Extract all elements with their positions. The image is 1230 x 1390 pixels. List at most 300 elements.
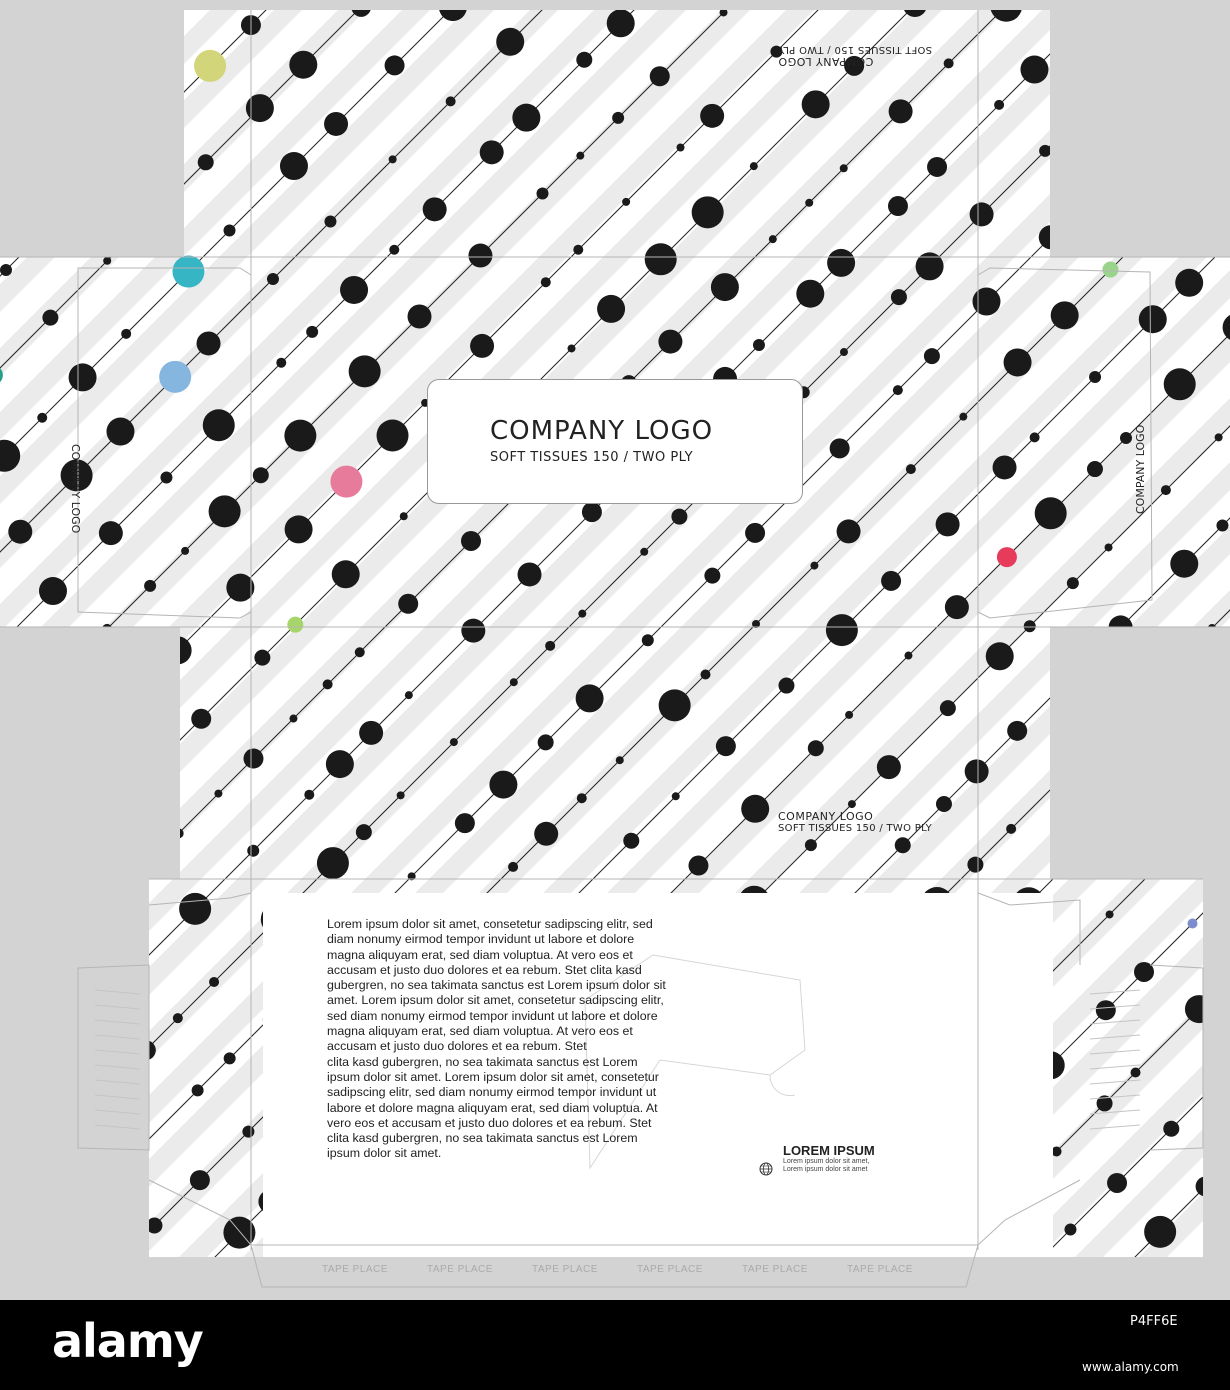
pattern-dot <box>146 102 174 130</box>
pattern-dot <box>121 329 131 339</box>
pattern-dot <box>986 642 1014 670</box>
diagonal-stripe <box>0 0 120 1300</box>
pattern-dot <box>39 577 67 605</box>
pattern-dot <box>645 243 677 275</box>
flap-tick <box>95 1095 140 1099</box>
pattern-dot <box>480 140 504 164</box>
pattern-dot <box>959 413 967 421</box>
pattern-dot <box>400 512 408 520</box>
flap-tick <box>95 1050 140 1054</box>
back-paragraph-2: clita kasd gubergren, no sea takimata sanctus est Lorem ipsum dolor sit amet. Lorem ipsum dolor sit amet, consetetur sadipscing elitr, sed diam nonumy eirmod tempor invidunt ut labore et dolore magna aliquyam erat, sed diam voluptua. At vero eos et accusam et justo duo dolores et ea rebum. Stet clita kasd gubergren, no sea takimata sanctus est Lorem ipsum dolor sit amet. <box>327 1054 659 1161</box>
pattern-dot <box>940 700 956 716</box>
pattern-dot <box>753 339 765 351</box>
pattern-dot <box>745 523 765 543</box>
pattern-dot <box>332 560 360 588</box>
pattern-dot <box>623 833 639 849</box>
pattern-dot <box>945 595 969 619</box>
pattern-dot <box>397 791 405 799</box>
pattern-dot <box>924 348 940 364</box>
pattern-dot <box>405 691 413 699</box>
pattern-dot <box>1005 1263 1037 1295</box>
back-paragraph-1: Lorem ipsum dolor sit amet, consetetur sadipscing elitr, sed diam nonumy eirmod tempor invidunt ut labore et dolore magna aliquyam erat, sed diam voluptua. At vero eos et accusam et justo duo dolores et ea rebum. Stet clita kasd gubergren, no sea takimata sanctus est Lorem ipsum dolor sit amet. Lorem ipsum dolor sit amet, consetetur sadipscing elitr, sed diam nonumy eirmod tempor invidunt ut labore et dolore magna aliquyam erat, sed diam voluptua. At vero eos et accusam et justo duo dolores et ea rebum. Stet <box>327 917 666 1054</box>
pattern-dot <box>1052 1146 1062 1156</box>
pattern-dot <box>597 295 625 323</box>
stock-footer <box>0 1300 1230 1390</box>
pattern-dot <box>1185 995 1213 1023</box>
pattern-dot <box>1219 151 1229 161</box>
pattern-dot <box>1219 1073 1227 1081</box>
pattern-dot <box>1166 2 1194 30</box>
pattern-dot <box>688 856 708 876</box>
pattern-dot <box>840 348 848 356</box>
pattern-dot <box>306 326 318 338</box>
pattern-dot <box>159 361 191 393</box>
top-panel-subtitle: SOFT TISSUES 150 / TWO PLY <box>778 44 933 55</box>
logo-window <box>427 379 803 504</box>
pattern-dot <box>160 472 172 484</box>
brand-title: LOREM IPSUM <box>783 1143 875 1158</box>
pattern-dot <box>671 509 687 525</box>
top-panel-label <box>778 44 944 68</box>
flap-tick <box>95 1020 140 1024</box>
pattern-dot <box>845 711 853 719</box>
pattern-dot <box>398 594 418 614</box>
pattern-dot <box>194 50 226 82</box>
pattern-dot <box>893 385 903 395</box>
pattern-dot <box>455 813 475 833</box>
pattern-dot <box>496 28 524 56</box>
pattern-dot <box>450 738 458 746</box>
pattern-dot <box>1096 1000 1116 1020</box>
window-logo: COMPANY LOGO <box>490 416 714 446</box>
window-subtitle: SOFT TISSUES 150 / TWO PLY <box>490 450 694 465</box>
pattern-dot <box>635 1289 643 1297</box>
pattern-dot <box>1164 368 1196 400</box>
pattern-dot <box>1106 910 1114 918</box>
bottom-panel-label <box>778 810 932 834</box>
pattern-dot <box>69 363 97 391</box>
pattern-dot <box>810 562 818 570</box>
pattern-dot <box>323 679 333 689</box>
pattern-dot <box>972 288 1000 316</box>
pattern-dot <box>254 650 270 666</box>
pattern-dot <box>967 857 983 873</box>
pattern-dot <box>17 1239 49 1271</box>
pattern-dot <box>106 418 134 446</box>
pattern-dot <box>700 104 724 128</box>
pattern-dot <box>72 80 104 112</box>
pattern-dot <box>1039 225 1063 249</box>
brand-block <box>783 1143 875 1174</box>
pattern-dot <box>1054 678 1070 694</box>
pattern-dot <box>888 196 908 216</box>
pattern-dot <box>582 502 602 522</box>
pattern-dot <box>209 977 219 987</box>
flap-tick <box>95 1005 140 1009</box>
pattern-dot <box>461 531 481 551</box>
pattern-dot <box>805 839 817 851</box>
pattern-dot <box>1208 624 1216 632</box>
pattern-dot <box>190 1170 210 1190</box>
pattern-dot <box>224 1052 236 1064</box>
pattern-dot <box>701 669 711 679</box>
pattern-dot <box>1074 22 1082 30</box>
pattern-dot <box>355 647 365 657</box>
pattern-dot <box>826 614 858 646</box>
pattern-dot <box>214 790 222 798</box>
pattern-dot <box>510 678 518 686</box>
pattern-dot <box>1144 1216 1176 1248</box>
pattern-dot <box>1131 1067 1141 1077</box>
pattern-dot <box>172 256 204 288</box>
pattern-dot <box>40 956 56 972</box>
pattern-dot <box>0 264 12 276</box>
pattern-dot <box>15 803 25 813</box>
pattern-dot <box>538 734 554 750</box>
pattern-dot <box>1004 348 1032 376</box>
pattern-dot <box>174 828 184 838</box>
pattern-dot <box>508 862 518 872</box>
pattern-dot <box>805 199 813 207</box>
pattern-dot <box>612 112 624 124</box>
pattern-dot <box>89 995 109 1015</box>
pattern-dot <box>446 96 456 106</box>
pattern-dot <box>43 201 75 233</box>
tape-label: TAPE PLACE <box>847 1264 913 1275</box>
tape-label: TAPE PLACE <box>532 1264 598 1275</box>
pattern-dot <box>1158 846 1178 866</box>
pattern-dot <box>720 8 728 16</box>
pattern-dot <box>568 344 576 352</box>
pattern-dot <box>385 55 405 75</box>
pattern-dot <box>537 187 549 199</box>
pattern-dot <box>677 143 685 151</box>
left-side-logo: COMPANY LOGO <box>69 444 82 534</box>
pattern-dot <box>1139 305 1167 333</box>
pattern-dot <box>19 877 43 901</box>
pattern-dot <box>90 1262 118 1290</box>
pattern-dot <box>173 1013 183 1023</box>
bottom-panel-logo: COMPANY LOGO <box>778 810 874 823</box>
pattern-dot <box>545 641 555 651</box>
pattern-dot <box>27 1049 55 1077</box>
pattern-dot <box>642 634 654 646</box>
flap-tick <box>95 1080 140 1084</box>
pattern-dot <box>285 515 313 543</box>
top-panel-logo: COMPANY LOGO <box>778 55 874 68</box>
pattern-dot <box>1221 223 1230 251</box>
pattern-dot <box>242 1126 254 1138</box>
pattern-dot <box>4 630 14 640</box>
pattern-dot <box>534 822 558 846</box>
pattern-dot <box>79 0 103 13</box>
pattern-dot <box>1024 620 1036 632</box>
pattern-dot <box>1099 731 1109 741</box>
flap-tick <box>95 1035 140 1039</box>
pattern-dot <box>1163 1121 1179 1137</box>
pattern-dot <box>356 824 372 840</box>
pattern-dot <box>5 997 15 1007</box>
pattern-dot <box>993 455 1017 479</box>
pattern-dot <box>944 58 954 68</box>
pattern-dot <box>324 112 348 136</box>
pattern-dot <box>741 795 769 823</box>
pattern-dot <box>769 235 777 243</box>
pattern-dot <box>1020 56 1048 84</box>
pattern-dot <box>191 709 211 729</box>
pattern-dot <box>92 1188 100 1196</box>
pattern-dot <box>461 619 485 643</box>
pattern-dot <box>1131 57 1139 65</box>
pattern-dot <box>324 216 336 228</box>
pattern-dot <box>1183 729 1203 749</box>
pattern-dot <box>144 580 156 592</box>
pattern-dot <box>997 547 1017 567</box>
pattern-dot <box>891 289 907 305</box>
pattern-dot <box>1202 70 1218 86</box>
pattern-dot <box>146 764 156 774</box>
pattern-dot <box>1132 792 1140 800</box>
pattern-dot <box>936 796 952 812</box>
pattern-dot <box>1211 881 1230 905</box>
pattern-dot <box>1161 485 1171 495</box>
pattern-dot <box>965 759 989 783</box>
diagonal-stripe <box>0 0 56 1300</box>
pattern-dot <box>1064 1224 1076 1236</box>
pattern-dot <box>1062 754 1086 778</box>
pattern-dot <box>827 249 855 277</box>
pattern-dot <box>1171 201 1179 209</box>
pattern-dot <box>28 124 60 156</box>
pattern-dot <box>349 355 381 387</box>
pattern-dot <box>622 198 630 206</box>
pattern-dot <box>512 104 540 132</box>
pattern-dot <box>246 94 274 122</box>
pattern-dot <box>802 90 830 118</box>
pattern-dot <box>377 419 409 451</box>
pattern-dot <box>1170 550 1198 578</box>
pattern-dot <box>267 273 279 285</box>
pattern-dot <box>287 617 303 633</box>
brand-line-2: Lorem ipsum dolor sit amet <box>783 1166 868 1173</box>
pattern-dot <box>881 571 901 591</box>
pattern-dot <box>102 624 112 634</box>
pattern-dot <box>796 280 824 308</box>
tape-label: TAPE PLACE <box>427 1264 493 1275</box>
flap-tick <box>95 1065 140 1069</box>
flap-tick <box>95 990 140 994</box>
pattern-dot <box>129 863 149 883</box>
pattern-dot <box>1105 543 1113 551</box>
pattern-dot <box>37 413 47 423</box>
pattern-dot <box>1189 1287 1197 1295</box>
back-panel-text <box>327 917 667 1162</box>
pattern-dot <box>840 164 848 172</box>
pattern-dot <box>86 714 114 742</box>
pattern-dot <box>468 244 492 268</box>
pattern-dot <box>1035 497 1067 529</box>
stock-url[interactable]: www.alamy.com <box>1082 1360 1179 1374</box>
pattern-dot <box>340 276 368 304</box>
pattern-dot <box>24 1148 48 1172</box>
pattern-dot <box>830 438 850 458</box>
pattern-dot <box>1102 262 1118 278</box>
pattern-dot <box>125 1139 149 1163</box>
pattern-dot <box>289 51 317 79</box>
pattern-dot <box>70 914 98 942</box>
pattern-dot <box>8 520 32 544</box>
pattern-dot <box>197 331 221 355</box>
pattern-dot <box>280 152 308 180</box>
pattern-dot <box>994 100 1004 110</box>
pattern-dot <box>895 837 911 853</box>
pattern-dot <box>577 793 587 803</box>
pattern-dot <box>1067 577 1079 589</box>
pattern-dot <box>1215 433 1223 441</box>
pattern-dot <box>408 304 432 328</box>
pattern-dot <box>658 330 682 354</box>
tape-label: TAPE PLACE <box>322 1264 388 1275</box>
pattern-dot <box>750 162 758 170</box>
pattern-dot <box>125 691 137 703</box>
pattern-dot <box>155 5 179 29</box>
pattern-dot <box>103 257 111 265</box>
pattern-dot <box>389 245 399 255</box>
pattern-dot <box>489 771 517 799</box>
bottom-panel-subtitle: SOFT TISSUES 150 / TWO PLY <box>778 823 933 834</box>
pattern-dot <box>576 152 584 160</box>
pattern-dot <box>164 636 192 664</box>
pattern-dot <box>42 310 58 326</box>
pattern-dot <box>1089 371 1101 383</box>
globe-icon <box>759 1162 773 1176</box>
pattern-dot <box>837 519 861 543</box>
pattern-dot <box>470 334 494 358</box>
tape-label: TAPE PLACE <box>637 1264 703 1275</box>
pattern-dot <box>253 467 269 483</box>
pattern-dot <box>423 197 447 221</box>
stock-logo: alamy <box>52 1314 203 1368</box>
pattern-dot <box>1219 789 1230 805</box>
pattern-dot <box>1196 1176 1216 1196</box>
pattern-dot <box>326 750 354 778</box>
pattern-dot <box>91 177 99 185</box>
pattern-dot <box>704 568 720 584</box>
pattern-dot <box>906 464 916 474</box>
pattern-dot <box>203 409 235 441</box>
pattern-dot <box>224 224 236 236</box>
pattern-dot <box>1086 186 1102 202</box>
pattern-dot <box>828 1268 848 1288</box>
pattern-dot <box>1039 145 1051 157</box>
pattern-dot <box>970 202 994 226</box>
pattern-dot <box>808 740 824 756</box>
pattern-dot <box>711 273 739 301</box>
pattern-dot <box>284 420 316 452</box>
pattern-dot <box>1160 112 1176 128</box>
pattern-dot <box>276 358 286 368</box>
pattern-dot <box>91 821 99 829</box>
pattern-dot <box>716 736 736 756</box>
pattern-dot <box>518 562 542 586</box>
pattern-dot <box>48 668 68 688</box>
pattern-dot <box>149 187 181 219</box>
pattern-dot <box>128 48 136 56</box>
pattern-dot <box>659 689 691 721</box>
pattern-dot <box>226 574 254 602</box>
flap-tick <box>95 1125 140 1129</box>
pattern-dot <box>607 9 635 37</box>
pattern-dot <box>1087 461 1103 477</box>
pattern-dot <box>1079 841 1091 853</box>
pattern-dot <box>541 277 551 287</box>
pattern-dot <box>192 1270 202 1280</box>
pattern-dot <box>192 1084 204 1096</box>
pattern-dot <box>317 847 349 879</box>
pattern-dot <box>1006 824 1016 834</box>
pattern-dot <box>778 678 794 694</box>
pattern-dot <box>578 610 586 618</box>
pattern-dot <box>848 800 856 808</box>
diagonal-stripe <box>1224 0 1230 1300</box>
pattern-dot <box>181 547 189 555</box>
pattern-dot <box>243 749 263 769</box>
pattern-dot <box>1007 721 1027 741</box>
pattern-dot <box>247 845 259 857</box>
pattern-dot <box>1187 919 1197 929</box>
pattern-dot <box>389 155 397 163</box>
pattern-dot <box>179 893 211 925</box>
pattern-dot <box>1030 432 1040 442</box>
pattern-dot <box>1175 269 1203 297</box>
pattern-dot <box>1084 100 1096 112</box>
pattern-dot <box>99 521 123 545</box>
right-side-logo: COMPANY LOGO <box>1134 424 1147 514</box>
flap-tick <box>95 1110 140 1114</box>
pattern-dot <box>692 196 724 228</box>
pattern-dot <box>1216 520 1228 532</box>
pattern-dot <box>1051 301 1079 329</box>
pattern-dot <box>936 512 960 536</box>
pattern-dot <box>672 792 680 800</box>
pattern-dot <box>209 495 241 527</box>
pattern-dot <box>146 1218 162 1234</box>
tape-label: TAPE PLACE <box>742 1264 808 1275</box>
pattern-dot <box>304 790 314 800</box>
image-id: P4FF6E <box>1130 1314 1178 1329</box>
pattern-dot <box>650 66 670 86</box>
pattern-dot <box>49 747 81 779</box>
pattern-dot <box>330 466 362 498</box>
pattern-dot <box>136 1040 156 1060</box>
pattern-dot <box>6 702 34 730</box>
pattern-dot <box>576 684 604 712</box>
pattern-dot <box>877 755 901 779</box>
pattern-dot <box>359 721 383 745</box>
pattern-dot <box>1120 432 1132 444</box>
pattern-dot <box>289 715 297 723</box>
pattern-dot <box>889 99 913 123</box>
pattern-dot <box>1107 1173 1127 1193</box>
pattern-dot <box>904 652 912 660</box>
pattern-dot <box>0 1081 23 1105</box>
pattern-dot <box>1120 1264 1128 1272</box>
brand-line-1: Lorem ipsum dolor sit amet, <box>783 1158 870 1165</box>
pattern-dot <box>576 52 592 68</box>
pattern-dot <box>1221 1243 1230 1263</box>
pattern-dot <box>616 756 624 764</box>
pattern-dot <box>1156 674 1166 684</box>
